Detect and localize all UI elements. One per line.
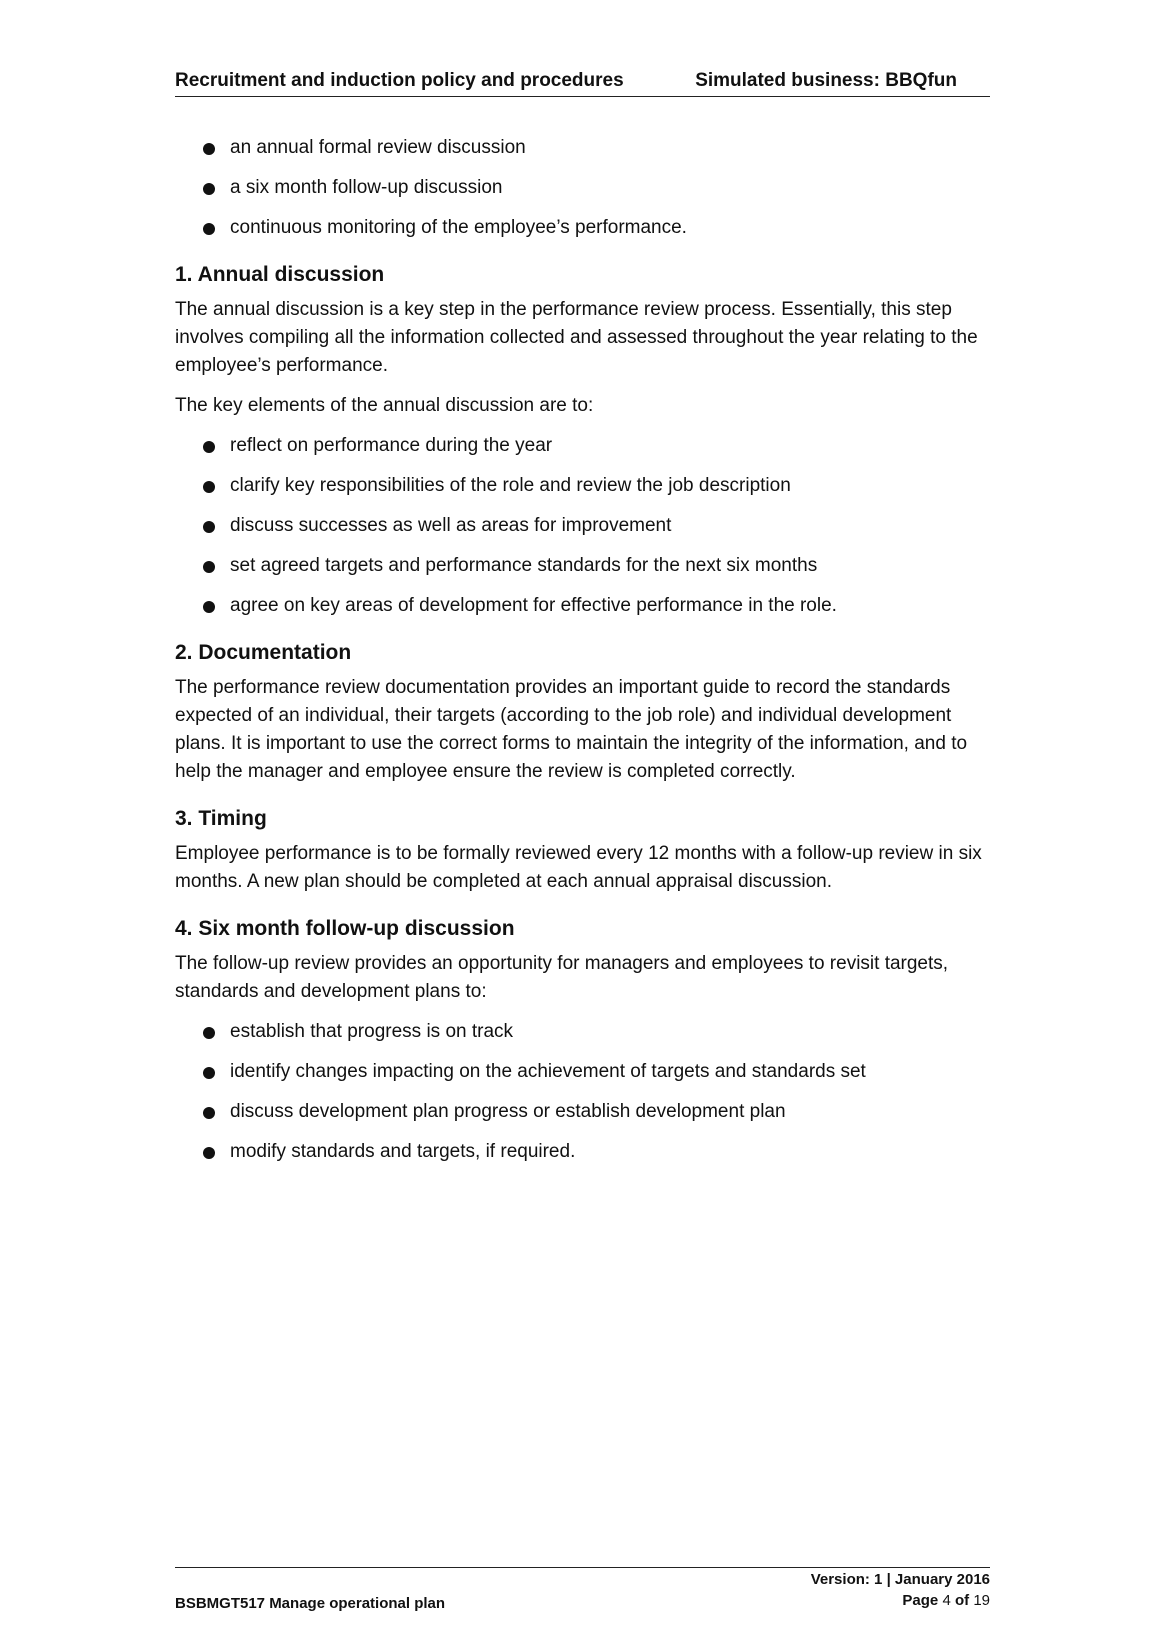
- footer-version: Version: 1 | January 2016: [810, 1571, 990, 1588]
- intro-bullet-list: [175, 134, 995, 242]
- page-footer: [175, 1567, 990, 1618]
- bullet-icon: [203, 223, 215, 235]
- list-item: establish that progress is on track: [175, 1018, 995, 1046]
- bullet-icon: [203, 441, 215, 453]
- list-item: clarify key responsibilities of the role and review the job description: [175, 472, 995, 500]
- page-content: [175, 134, 995, 1178]
- list-item: agree on key areas of development for effective performance in the role.: [175, 592, 995, 620]
- section-heading-documentation: 2. Documentation: [175, 641, 352, 664]
- bullet-icon: [203, 521, 215, 533]
- footer-page-number: Page 4 of 19: [902, 1592, 990, 1609]
- list-item: discuss successes as well as areas for improvement: [175, 512, 995, 540]
- bullet-icon: [203, 143, 215, 155]
- section-heading-timing: 3. Timing: [175, 807, 267, 830]
- paragraph: The follow-up review provides an opportunity for managers and employees to revisit targets, standards and development plans to:: [175, 953, 949, 1002]
- list-item: an annual formal review discussion: [175, 134, 995, 162]
- annual-bullet-list: [175, 432, 995, 620]
- list-item: continuous monitoring of the employee’s performance.: [175, 214, 995, 242]
- list-item: reflect on performance during the year: [175, 432, 995, 460]
- list-item: identify changes impacting on the achievement of targets and standards set: [175, 1058, 995, 1086]
- list-item: set agreed targets and performance standards for the next six months: [175, 552, 995, 580]
- footer-course: BSBMGT517 Manage operational plan: [175, 1595, 446, 1612]
- paragraph: The performance review documentation provides an important guide to record the standards expected of an individual, their targets (according to the job role) and individual development plans. It is important to use the correct forms to maintain the integrity of the information, and to help the manager and employee ensure the review is completed correctly.: [175, 677, 968, 782]
- section-heading-followup: 4. Six month follow-up discussion: [175, 917, 515, 940]
- paragraph: The annual discussion is a key step in the performance review process. Essentially, this step involves compiling all the information collected and assessed throughout the year relating to the employee’s performance.: [175, 299, 978, 376]
- header-business: Simulated business: BBQfun: [695, 70, 957, 91]
- bullet-icon: [203, 1067, 215, 1079]
- paragraph: Employee performance is to be formally reviewed every 12 months with a follow-up review in six months. A new plan should be completed at each annual appraisal discussion.: [175, 843, 982, 892]
- bullet-icon: [203, 601, 215, 613]
- section-heading-annual: 1. Annual discussion: [175, 263, 385, 286]
- bullet-icon: [203, 183, 215, 195]
- followup-bullet-list: [175, 1018, 995, 1166]
- list-item: modify standards and targets, if required.: [175, 1138, 995, 1166]
- page-header: [175, 70, 990, 97]
- bullet-icon: [203, 481, 215, 493]
- bullet-icon: [203, 1107, 215, 1119]
- list-item: discuss development plan progress or establish development plan: [175, 1098, 995, 1126]
- bullet-icon: [203, 561, 215, 573]
- bullet-icon: [203, 1027, 215, 1039]
- list-item: a six month follow-up discussion: [175, 174, 995, 202]
- header-title: Recruitment and induction policy and procedures: [175, 70, 624, 91]
- bullet-icon: [203, 1147, 215, 1159]
- paragraph: The key elements of the annual discussion are to:: [175, 395, 594, 416]
